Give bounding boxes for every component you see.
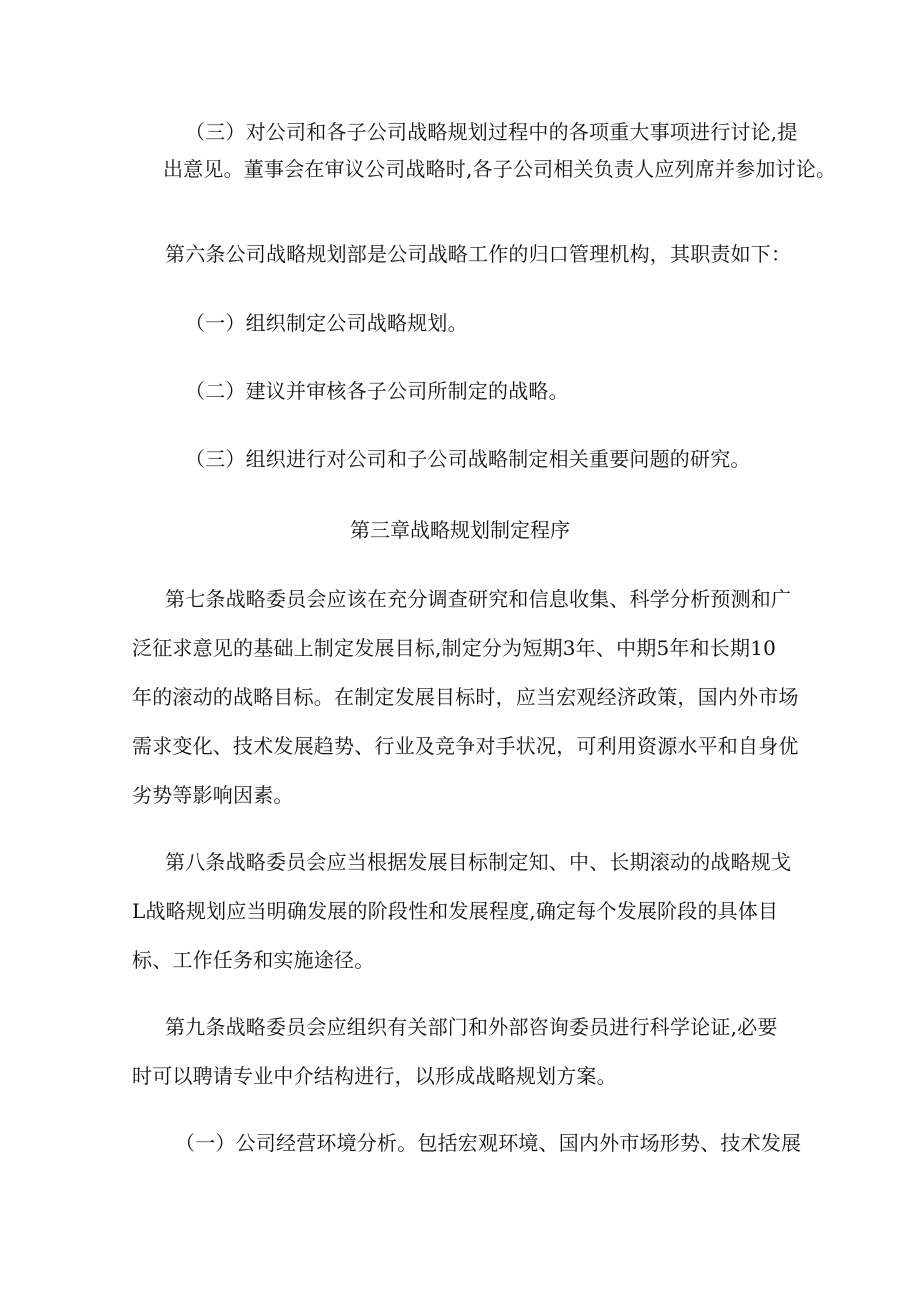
paragraph-article-9 [132,1009,785,1095]
paragraph-line: 标、工作任务和实施途径。 [132,948,375,972]
paragraph-line: （三）对公司和各子公司战略规划过程中的各项重大事项进行讨论,提 [185,120,798,144]
paragraph-article-7 [132,581,799,814]
paragraph-line: 第八条战略委员会应当根据发展目标制定知、中、长期滚动的战略规戈 [165,850,792,874]
paragraph-line: 第九条战略委员会应组织有关部门和外部咨询委员进行科学论证,必要 [165,1015,778,1039]
paragraph-item-1 [175,1125,802,1162]
chapter-heading [0,512,920,549]
paragraph-line: L战略规划应当明确发展的阶段性和发展程度,确定每个发展阶段的具体目 [132,899,779,923]
chapter-heading-text: 第三章战略规划制定程序 [350,518,570,542]
paragraph-1 [163,114,837,188]
paragraph-line: 出意见。董事会在审议公司战略时,各子公司相关负责人应列席并参加讨论。 [163,157,837,181]
paragraph-2 [165,236,792,273]
paragraph-line: 劣势等影响因素。 [132,783,294,807]
paragraph-line: 时可以聘请专业中介结构进行，以形成战略规划方案。 [132,1064,617,1088]
paragraph-article-8 [132,844,792,979]
paragraph-line: 需求变化、技术发展趋势、行业及竞争对手状况，可利用资源水平和自身优 [132,734,799,758]
paragraph-line: （二）建议并审核各子公司所制定的战略。 [185,379,569,403]
paragraph-3 [185,305,805,342]
paragraph-4 [185,373,805,410]
paragraph-line: （一）公司经营环境分析。包括宏观环境、国内外市场形势、技术发展 [175,1131,802,1155]
paragraph-line: 第七条战略委员会应该在充分调查研究和信息收集、科学分析预测和广 [165,587,792,611]
paragraph-line: 年的滚动的战略目标。在制定发展目标时，应当宏观经济政策，国内外市场 [132,685,799,709]
paragraph-line: 第六条公司战略规划部是公司战略工作的归口管理机构，其职责如下： [165,242,792,266]
paragraph-line: 泛征求意见的基础上制定发展目标,制定分为短期3年、中期5年和长期10 [132,636,777,660]
paragraph-5 [185,441,805,478]
paragraph-line: （一）组织制定公司战略规划。 [185,311,468,335]
paragraph-line: （三）组织进行对公司和子公司战略制定相关重要问题的研究。 [185,447,751,471]
